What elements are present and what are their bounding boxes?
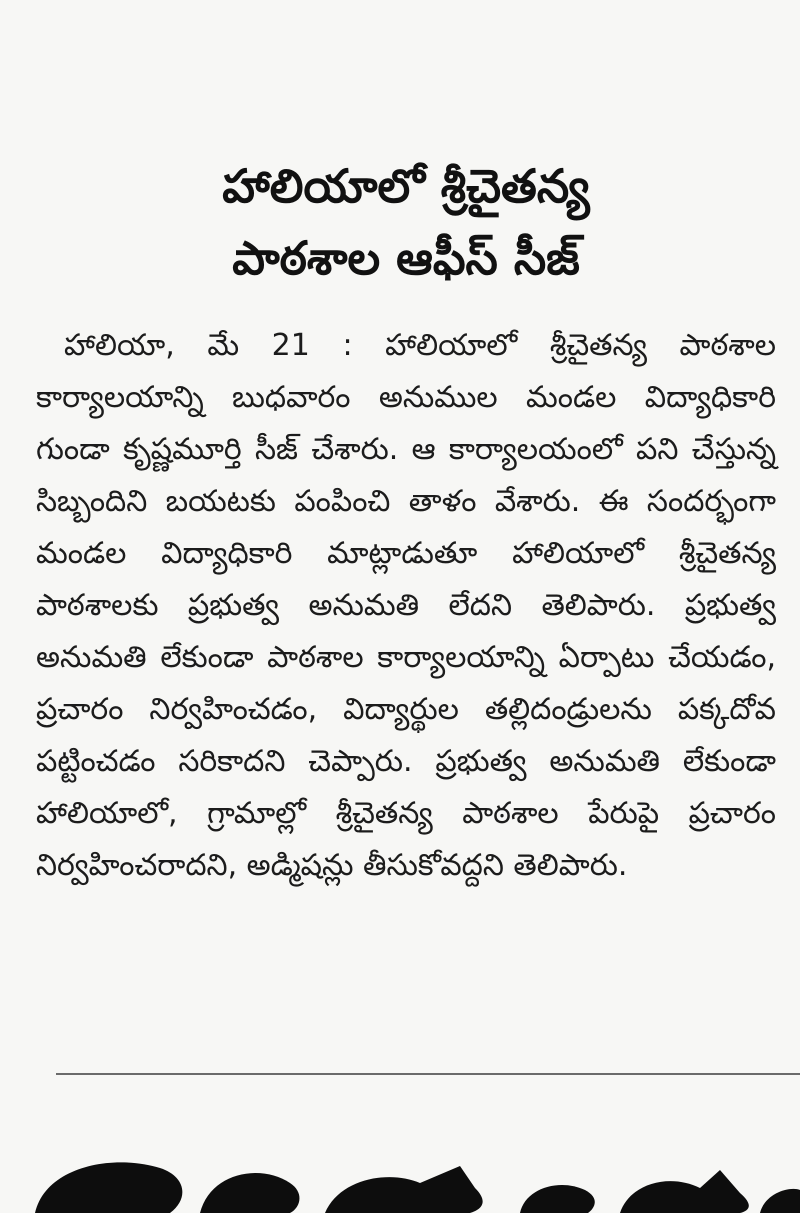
news-article (36, 150, 776, 922)
cropped-headline-glyphs (20, 1148, 800, 1213)
article-headline (36, 150, 776, 294)
article-body (36, 320, 776, 892)
next-article-headline-fragment (20, 1148, 800, 1213)
article-body-text: హాలియాలో శ్రీచైతన్య పాఠశాల కార్యాలయాన్ని బుధవారం అనుముల మండల విద్యాధికారి గుండా కృష్ణమూర్తి సీజ్ చేశారు. ఆ కార్యాలయంలో పని చేస్తున్న సిబ్బందిని బయటకు పంపించి తాళం వేశారు. ఈ సందర్భంగా మండల విద్యాధికారి మాట్లాడుతూ హాలియాలో శ్రీచైతన్య పాఠశాలకు ప్రభుత్వ అనుమతి లేదని తెలిపారు. ప్రభుత్వ అనుమతి లేకుండా పాఠశాల కార్యాలయాన్ని ఏర్పాటు చేయడం, ప్రచారం నిర్వహించడం, విద్యార్థుల తల్లిదండ్రులను పక్కదోవ పట్టించడం సరికాదని చెప్పారు. ప్రభుత్వ అనుమతి లేకుండా హాలియాలో, గ్రామాల్లో శ్రీచైతన్య పాఠశాల పేరుపై ప్రచారం నిర్వహించరాదని, అడ్మిషన్లు తీసుకోవద్దని తెలిపారు. (36, 328, 776, 883)
headline-line-2: పాఠశాల ఆఫీస్ సీజ్ (232, 231, 580, 285)
headline-line-1: హాలియాలో శ్రీచైతన్య (222, 159, 590, 213)
section-divider (56, 1073, 800, 1075)
article-dateline: హాలియా, మే 21 : (64, 328, 353, 363)
